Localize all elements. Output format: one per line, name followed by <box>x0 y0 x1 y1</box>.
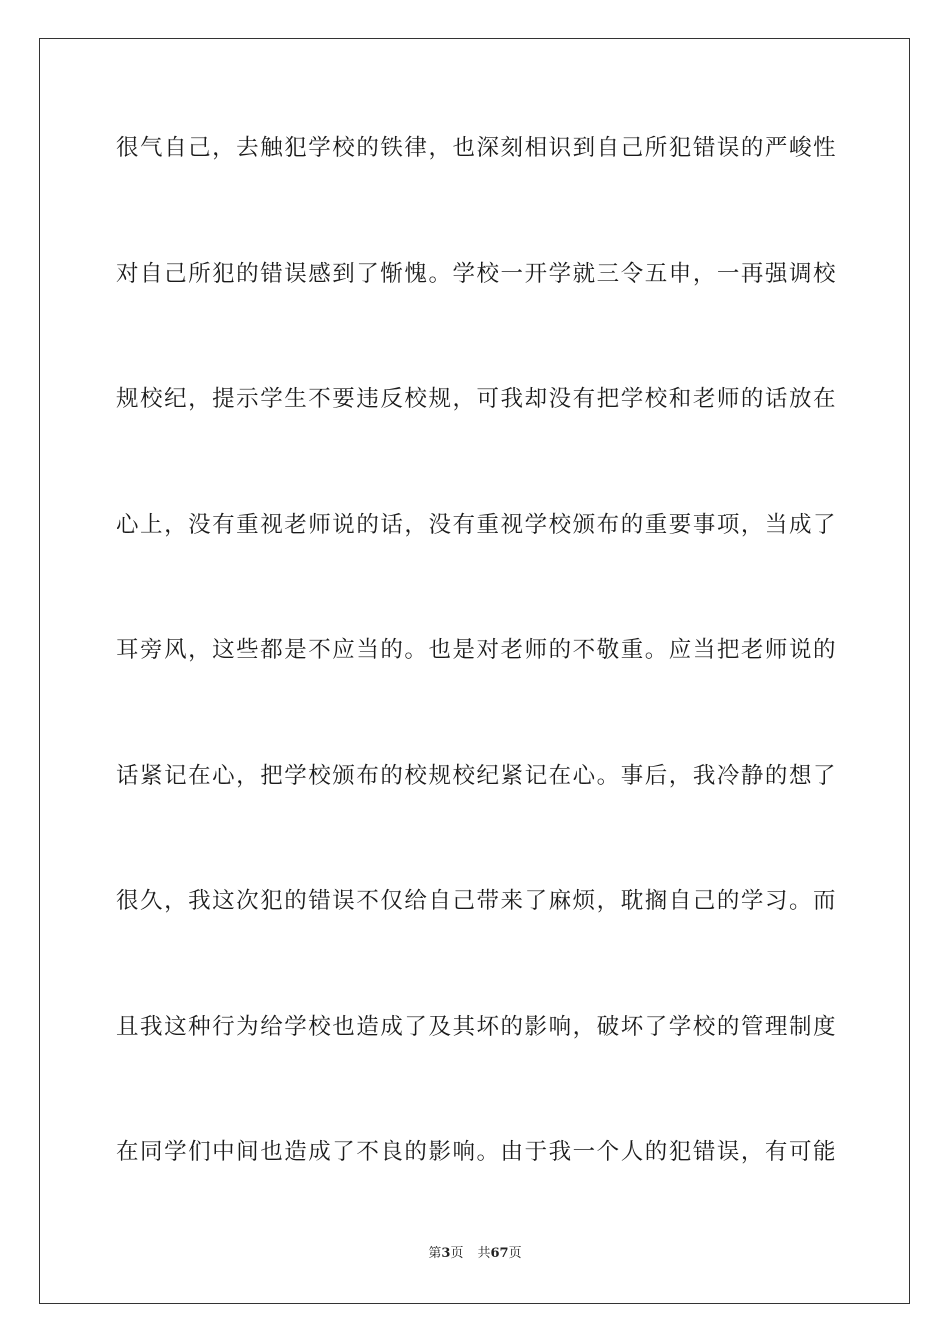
page-border <box>39 38 910 1304</box>
current-page-number: 3 <box>441 1246 451 1261</box>
page-prefix: 第 <box>428 1246 442 1261</box>
text-line: 很久，我这次犯的错误不仅给自己带来了麻烦，耽搁自己的学习。而 <box>116 888 836 914</box>
text-line: 在同学们中间也造成了不良的影响。由于我一个人的犯错误，有可能 <box>116 1139 836 1165</box>
total-unit: 页 <box>508 1246 522 1261</box>
page-unit: 页 <box>450 1246 464 1261</box>
total-page-count: 67 <box>490 1246 509 1261</box>
text-line: 且我这种行为给学校也造成了及其坏的影响，破坏了学校的管理制度 <box>116 1014 836 1040</box>
text-line: 话紧记在心，把学校颁布的校规校纪紧记在心。事后，我冷静的想了 <box>116 763 836 789</box>
text-line: 心上，没有重视老师说的话，没有重视学校颁布的重要事项，当成了 <box>116 512 836 538</box>
text-line: 很气自己，去触犯学校的铁律，也深刻相识到自己所犯错误的严峻性 <box>116 135 836 161</box>
page-footer <box>0 1245 950 1263</box>
total-prefix: 共 <box>477 1246 491 1261</box>
text-line: 对自己所犯的错误感到了惭愧。学校一开学就三令五申，一再强调校 <box>116 261 836 287</box>
text-line: 耳旁风，这些都是不应当的。也是对老师的不敬重。应当把老师说的 <box>116 637 836 663</box>
text-line: 规校纪，提示学生不要违反校规，可我却没有把学校和老师的话放在 <box>116 386 836 412</box>
